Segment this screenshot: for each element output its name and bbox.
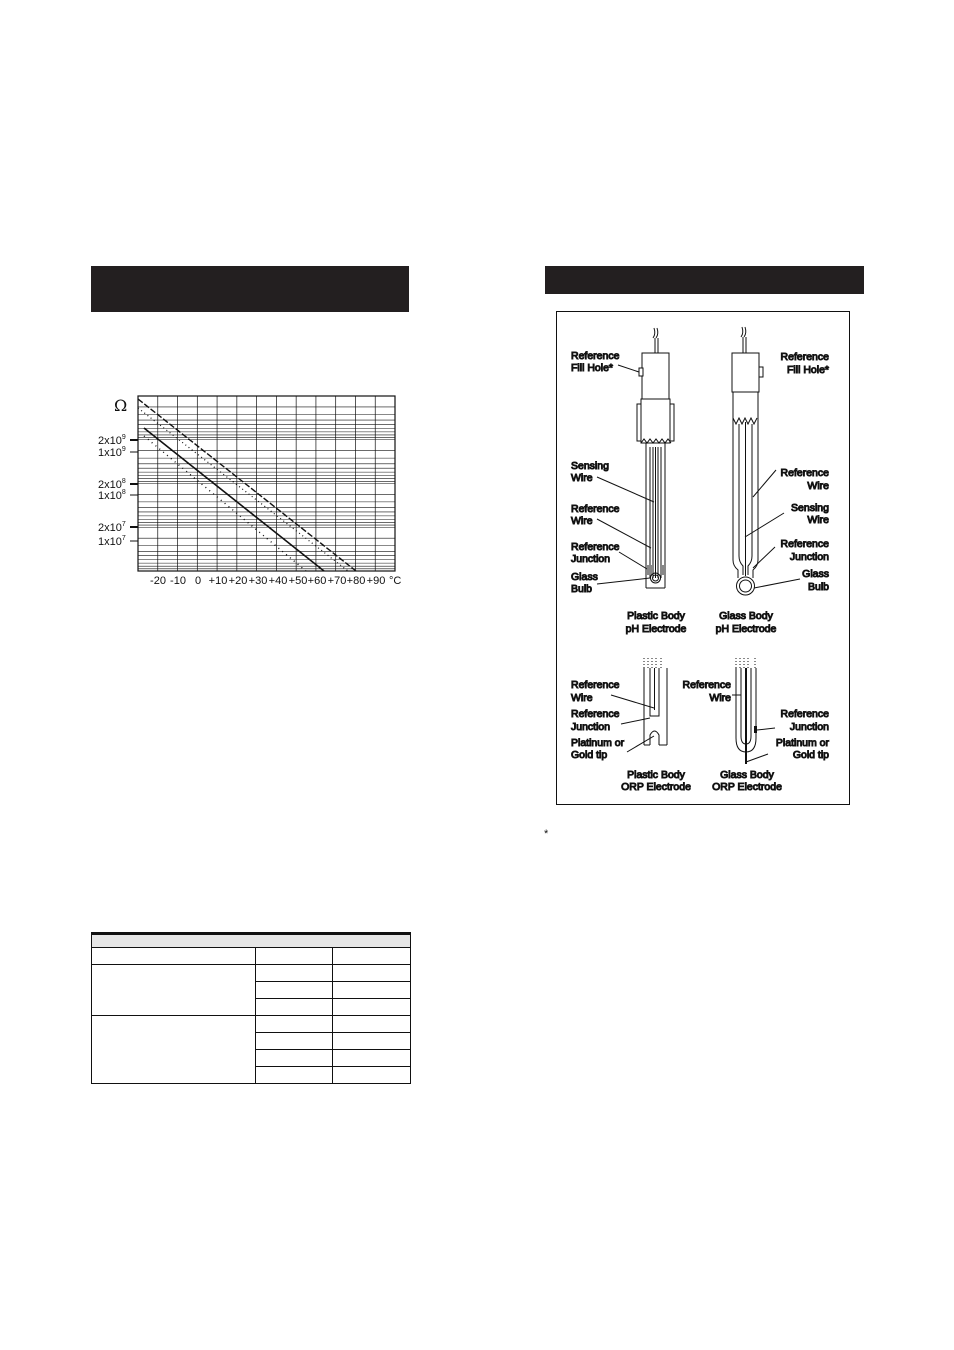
glass-ph-glass-bulb-label: Glass [802, 568, 829, 580]
glass-orp-caption: ORP Electrode [712, 781, 782, 793]
y-tick-exponent: 8 [121, 478, 126, 485]
plastic-ph-reference-junction-label: Reference [571, 541, 620, 553]
curve-dotted-upper [138, 408, 348, 571]
table-title-row [92, 934, 411, 948]
table-cell [333, 1016, 411, 1033]
plastic-ph-sensing-wire-label: Sensing [571, 460, 609, 472]
glass-ph-fill-hole-label: Fill Hole* [786, 364, 829, 376]
plastic-ph-caption: pH Electrode [625, 623, 687, 635]
table-group-label [92, 1016, 256, 1084]
table-header-cell [333, 948, 411, 965]
table-cell [333, 999, 411, 1016]
table-cell [333, 1033, 411, 1050]
glass-ph-glass-bulb-label: Bulb [807, 581, 829, 593]
y-tick-exponent: 8 [121, 489, 126, 496]
plastic-orp-reference-junction-label: Junction [571, 721, 611, 733]
table-cell [256, 1067, 333, 1084]
x-tick-label: +40 [268, 575, 288, 587]
plastic-ph-reference-wire-label: Wire [571, 515, 593, 527]
y-tick-exponent: 7 [121, 521, 126, 528]
y-tick-label: $2x10^7$ [98, 521, 126, 534]
glass-orp-tip-label: Gold tip [792, 749, 829, 761]
glass-ph-fill-hole-label: Reference [780, 351, 829, 363]
glass-orp-reference-wire-label: Wire [709, 692, 731, 704]
table-header-cell [92, 948, 256, 965]
table-row [92, 1016, 411, 1033]
plastic-orp-tip-label: Gold tip [571, 749, 608, 761]
plastic-orp-electrode-drawing [644, 658, 667, 745]
x-tick-label: +30 [248, 575, 268, 587]
plastic-orp-reference-wire-label: Reference [571, 679, 620, 691]
table-cell [256, 982, 333, 999]
x-tick-label: +80 [346, 575, 366, 587]
x-tick-label: -20 [150, 575, 166, 587]
plastic-orp-reference-junction-label: Reference [571, 708, 620, 720]
glass-ph-reference-wire-label: Reference [780, 467, 829, 479]
table-row [92, 965, 411, 982]
glass-ph-sensing-wire-label: Sensing [791, 502, 829, 514]
electrode-diagram-svg [557, 312, 851, 806]
plastic-orp-caption: Plastic Body [627, 769, 685, 781]
curve-dashed [138, 399, 356, 571]
table-header-cell [256, 948, 333, 965]
y-tick-label: $2x10^8$ [98, 478, 126, 491]
table-header-row [92, 948, 411, 965]
glass-orp-electrode-drawing [736, 658, 757, 764]
glass-ph-caption: pH Electrode [715, 623, 777, 635]
y-tick-exponent: 9 [121, 446, 126, 453]
graph-grid [138, 396, 395, 571]
x-tick-label: +60 [307, 575, 327, 587]
table-title [92, 934, 411, 948]
y-tick-label: $1x10^8$ [98, 489, 126, 502]
plastic-ph-fill-hole-label: Fill Hole* [571, 362, 614, 374]
left-section-header [91, 266, 409, 312]
table-cell [256, 1050, 333, 1067]
graph-svg [95, 390, 415, 590]
plastic-orp-reference-wire-label: Wire [571, 692, 593, 704]
plastic-ph-reference-junction-label: Junction [571, 553, 611, 565]
y-tick-labels [98, 434, 138, 548]
glass-orp-reference-junction-label: Junction [789, 721, 829, 733]
y-tick-label: $1x10^9$ [98, 446, 126, 459]
table-cell [333, 982, 411, 999]
x-tick-label: +10 [208, 575, 228, 587]
plastic-orp-caption: ORP Electrode [621, 781, 691, 793]
glass-orp-caption: Glass Body [720, 769, 774, 781]
omega-symbol: Ω [114, 396, 128, 415]
glass-orp-reference-junction-label: Reference [780, 708, 829, 720]
curve-solid [144, 428, 324, 571]
y-tick-exponent: 7 [121, 535, 126, 542]
glass-ph-electrode-drawing [732, 327, 763, 595]
plastic-ph-electrode-drawing [637, 328, 674, 588]
right-section-header [545, 266, 864, 294]
y-tick-exponent: 9 [121, 434, 126, 441]
plastic-orp-tip-label: Platinum or [571, 737, 625, 749]
x-unit-label: °C [389, 575, 402, 587]
glass-ph-sensing-wire-label: Wire [807, 514, 829, 526]
glass-ph-reference-junction-label: Junction [789, 551, 829, 563]
glass-ph-caption: Glass Body [719, 610, 773, 622]
table-cell [256, 965, 333, 982]
electrode-diagram [556, 311, 850, 805]
table-cell [333, 965, 411, 982]
plastic-ph-sensing-wire-label: Wire [571, 472, 593, 484]
table-cell [256, 1016, 333, 1033]
table-cell [256, 999, 333, 1016]
plastic-ph-glass-bulb-label: Glass [571, 571, 598, 583]
plastic-ph-fill-hole-label: Reference [571, 350, 620, 362]
plastic-ph-glass-bulb-label: Bulb [571, 583, 593, 595]
x-tick-label: +20 [228, 575, 248, 587]
table-cell [333, 1050, 411, 1067]
resistance-temperature-graph [95, 390, 415, 590]
table-group-label [92, 965, 256, 1016]
table-cell [256, 1033, 333, 1050]
x-tick-label: 0 [194, 575, 202, 587]
y-tick-label: $1x10^7$ [98, 535, 126, 548]
glass-ph-reference-junction-label: Reference [780, 538, 829, 550]
graph-curves [138, 399, 356, 571]
footnote: * [544, 828, 549, 840]
x-tick-label: -10 [170, 575, 186, 587]
leader-lines [597, 365, 800, 762]
x-tick-labels [150, 575, 385, 587]
y-tick-label: $2x10^9$ [98, 434, 126, 447]
plastic-ph-reference-wire-label: Reference [571, 503, 620, 515]
curve-dotted-lower [144, 436, 306, 571]
specification-table [91, 932, 411, 1084]
x-tick-label: +90 [366, 575, 386, 587]
glass-orp-tip-label: Platinum or [775, 737, 829, 749]
glass-orp-reference-wire-label: Reference [682, 679, 731, 691]
x-tick-label: +70 [327, 575, 347, 587]
plastic-ph-caption: Plastic Body [627, 610, 685, 622]
table-cell [333, 1067, 411, 1084]
x-tick-label: +50 [288, 575, 308, 587]
glass-ph-reference-wire-label: Wire [807, 480, 829, 492]
